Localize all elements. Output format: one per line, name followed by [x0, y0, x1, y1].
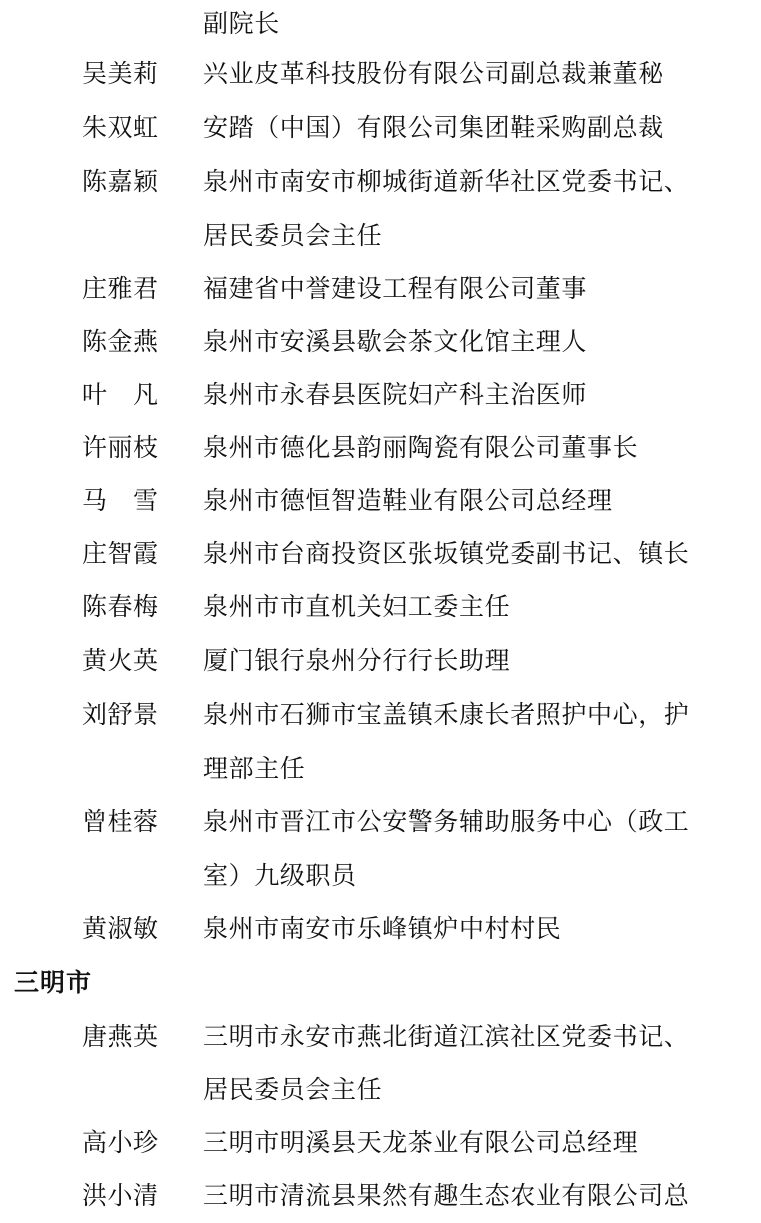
list-line [0, 0, 761, 51]
list-line [0, 1116, 761, 1170]
list-line [0, 688, 761, 742]
person-position: 室）九级职员 [203, 861, 357, 890]
person-position: 泉州市南安市乐峰镇炉中村村民 [203, 914, 562, 943]
person-position: 泉州市永春县医院妇产科主治医师 [203, 380, 588, 409]
person-name: 曾桂蓉 [82, 807, 159, 836]
person-position: 兴业皮革科技股份有限公司副总裁兼董秘 [203, 59, 664, 88]
list-line [0, 421, 761, 475]
person-name: 陈春梅 [82, 592, 159, 621]
person-position: 福建省中誉建设工程有限公司董事 [203, 274, 588, 303]
person-name: 朱双虹 [82, 113, 159, 142]
person-position: 居民委员会主任 [203, 221, 383, 250]
person-position: 泉州市晋江市公安警务辅助服务中心（政工 [203, 807, 690, 836]
list-line [0, 849, 761, 903]
list-line [0, 580, 761, 634]
person-position: 泉州市台商投资区张坂镇党委副书记、镇长 [203, 539, 690, 568]
list-line [0, 209, 761, 263]
person-name: 庄智霞 [82, 539, 159, 568]
person-name: 叶 凡 [82, 380, 159, 409]
person-position: 泉州市市直机关妇工委主任 [203, 592, 511, 621]
list-line [0, 101, 761, 155]
list-line [0, 1010, 761, 1064]
person-name: 马 雪 [82, 486, 159, 515]
person-position: 安踏（中国）有限公司集团鞋采购副总裁 [203, 113, 664, 142]
list-line [0, 474, 761, 528]
person-position: 三明市明溪县天龙茶业有限公司总经理 [203, 1128, 639, 1157]
person-name: 洪小清 [82, 1181, 159, 1210]
person-name: 许丽枝 [82, 433, 159, 462]
person-name: 陈嘉颖 [82, 167, 159, 196]
list-line [0, 1169, 761, 1223]
person-position: 厦门银行泉州分行行长助理 [203, 646, 511, 675]
list-line [0, 902, 761, 956]
list-line [0, 742, 761, 796]
list-line [0, 47, 761, 101]
list-line [0, 527, 761, 581]
person-name: 庄雅君 [82, 274, 159, 303]
person-position: 泉州市德恒智造鞋业有限公司总经理 [203, 486, 613, 515]
list-line [0, 262, 761, 316]
person-name: 吴美莉 [82, 59, 159, 88]
person-position: 副院长 [203, 9, 280, 38]
section-heading: 三明市 [14, 968, 93, 997]
person-position: 三明市清流县果然有趣生态农业有限公司总 [203, 1181, 690, 1210]
list-line [0, 1063, 761, 1117]
list-line [0, 634, 761, 688]
list-line [0, 368, 761, 422]
person-name: 黄淑敏 [82, 914, 159, 943]
person-name: 刘舒景 [82, 700, 159, 729]
person-name: 高小珍 [82, 1128, 159, 1157]
person-position: 泉州市石狮市宝盖镇禾康长者照护中心，护 [203, 700, 690, 729]
person-position: 理部主任 [203, 754, 306, 783]
person-position: 三明市永安市燕北街道江滨社区党委书记、 [203, 1022, 690, 1051]
person-name: 唐燕英 [82, 1022, 159, 1051]
list-line [0, 315, 761, 369]
person-name: 黄火英 [82, 646, 159, 675]
person-position: 居民委员会主任 [203, 1075, 383, 1104]
person-position: 泉州市安溪县歇会茶文化馆主理人 [203, 327, 588, 356]
person-position: 泉州市南安市柳城街道新华社区党委书记、 [203, 167, 690, 196]
list-line [0, 795, 761, 849]
person-name: 陈金燕 [82, 327, 159, 356]
list-line [0, 155, 761, 209]
person-position: 泉州市德化县韵丽陶瓷有限公司董事长 [203, 433, 639, 462]
